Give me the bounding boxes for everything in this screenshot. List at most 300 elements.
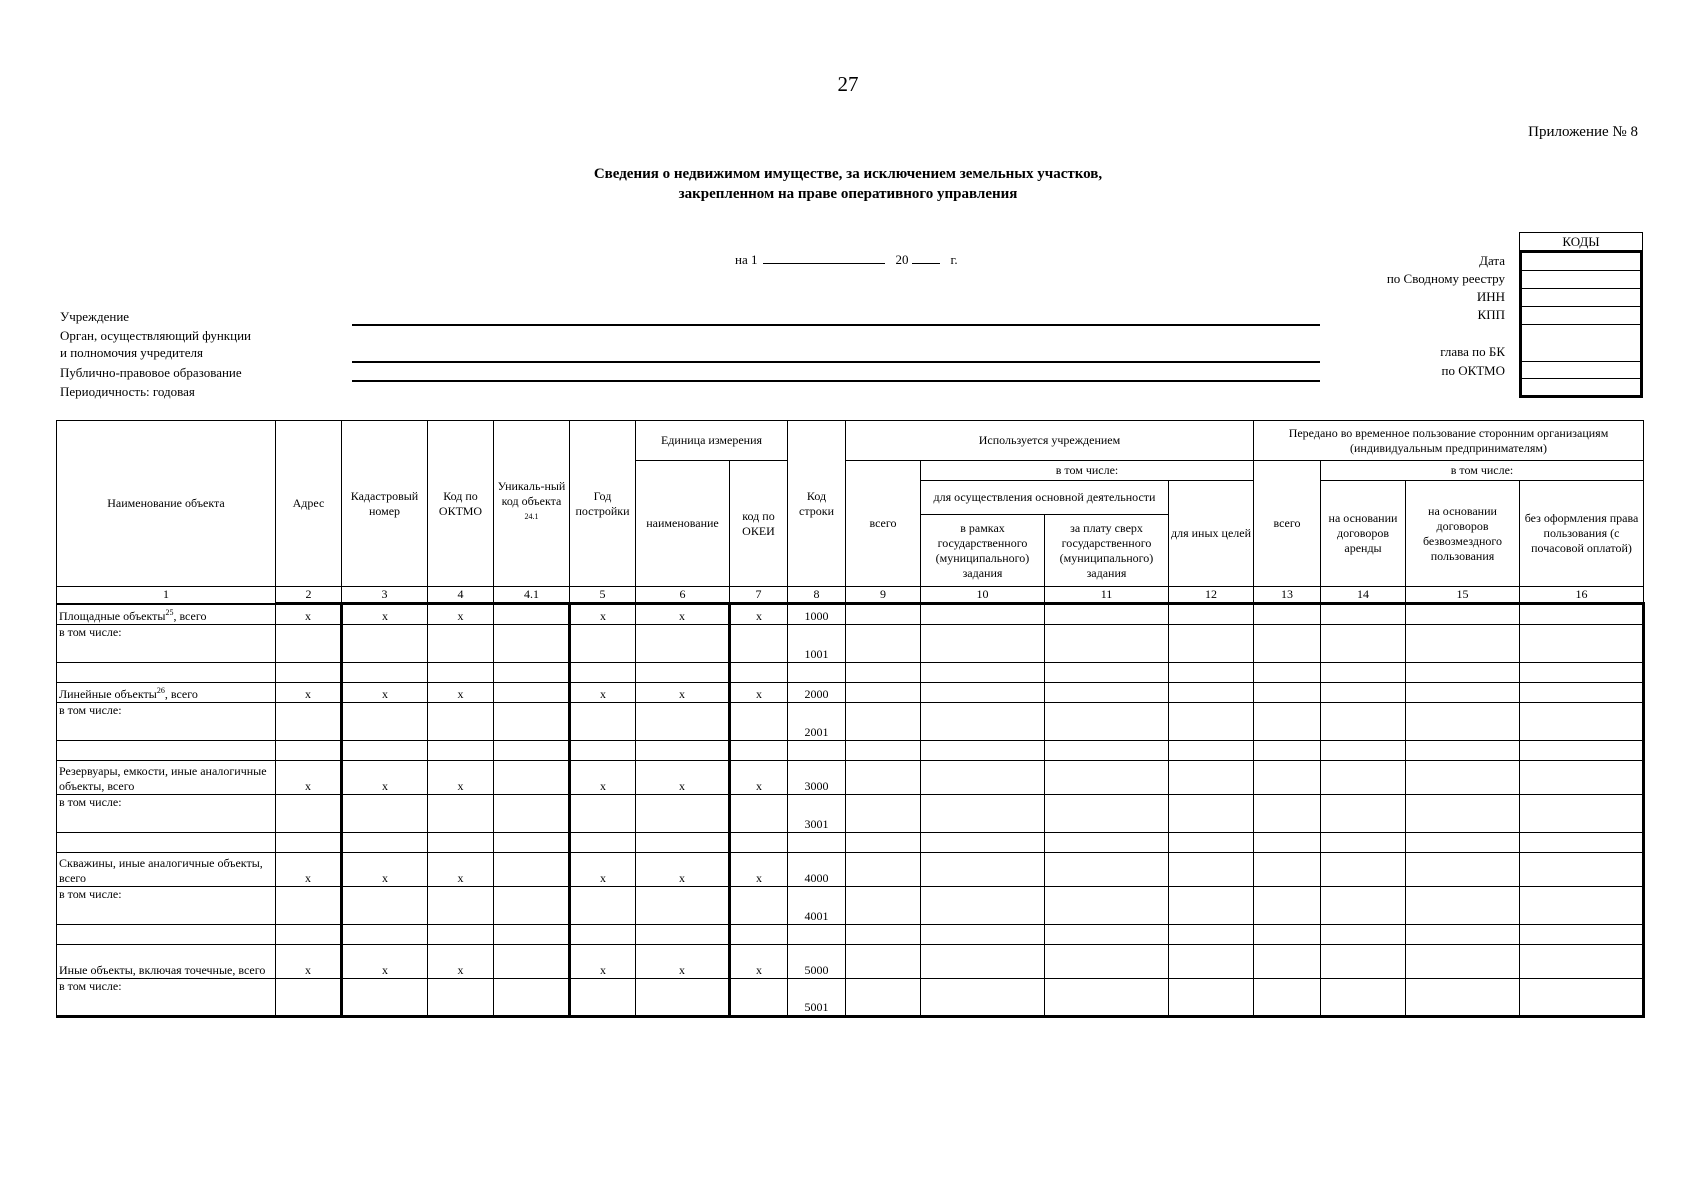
cell-value[interactable] (1169, 886, 1254, 924)
cell-oktmo[interactable] (428, 702, 494, 740)
cell-value[interactable] (921, 604, 1045, 625)
cell-address[interactable] (276, 702, 342, 740)
cell-blank[interactable] (1254, 662, 1321, 682)
codes-cells (1519, 250, 1643, 398)
cell-cadastral-x: x (342, 604, 428, 625)
cell-value[interactable] (1045, 624, 1169, 662)
section-name-suffix: , всего (164, 686, 198, 701)
cell-address-x: x (276, 852, 342, 886)
section-name-suffix: , всего (173, 608, 207, 623)
cell-address[interactable] (276, 624, 342, 662)
cell-unit-name[interactable] (636, 794, 730, 832)
column-number: 9 (846, 587, 921, 604)
cell-value[interactable] (1254, 944, 1321, 978)
cell-blank[interactable] (570, 662, 636, 682)
section-total-row (57, 852, 1644, 886)
column-number: 16 (1520, 587, 1644, 604)
cell-value[interactable] (1406, 794, 1520, 832)
cell-blank[interactable] (788, 924, 846, 944)
cell-blank[interactable] (921, 740, 1045, 760)
cell-value[interactable] (1520, 682, 1644, 702)
cell-value[interactable] (1321, 852, 1406, 886)
code-cell-extra[interactable] (1522, 379, 1640, 395)
cell-unique-code[interactable] (494, 604, 570, 625)
cell-value[interactable] (1520, 944, 1644, 978)
cell-value[interactable] (921, 794, 1045, 832)
cell-unit-okei[interactable] (730, 794, 788, 832)
cell-cadastral-x: x (342, 682, 428, 702)
cell-blank[interactable] (921, 662, 1045, 682)
section-name (57, 944, 276, 978)
column-number: 4.1 (494, 587, 570, 604)
section-sub-row (57, 978, 1644, 1016)
sub-label: в том числе: (57, 886, 276, 924)
cell-value[interactable] (1520, 760, 1644, 794)
cell-blank[interactable] (788, 832, 846, 852)
cell-address[interactable] (276, 886, 342, 924)
cell-blank[interactable] (1169, 662, 1254, 682)
cell-blank[interactable] (570, 740, 636, 760)
sub-label: в том числе: (57, 794, 276, 832)
cell-value[interactable] (1321, 624, 1406, 662)
cell-value[interactable] (1169, 794, 1254, 832)
cell-blank[interactable] (1045, 662, 1169, 682)
cell-value[interactable] (921, 944, 1045, 978)
cell-blank[interactable] (636, 924, 730, 944)
header-other-purposes: для иных целей (1169, 481, 1254, 587)
cell-year[interactable] (570, 794, 636, 832)
header-address: Адрес (276, 421, 342, 587)
cell-value[interactable] (1520, 624, 1644, 662)
section-sub-row (57, 886, 1644, 924)
cell-cadastral[interactable] (342, 702, 428, 740)
cell-value[interactable] (846, 604, 921, 625)
cell-value[interactable] (1169, 702, 1254, 740)
cell-blank[interactable] (276, 740, 342, 760)
cell-blank[interactable] (1045, 924, 1169, 944)
cell-blank[interactable] (846, 832, 921, 852)
cell-oktmo-x: x (428, 944, 494, 978)
cell-blank[interactable] (1321, 740, 1406, 760)
section-sub-row (57, 702, 1644, 740)
cell-value[interactable] (1169, 944, 1254, 978)
cell-blank[interactable] (428, 662, 494, 682)
cell-blank[interactable] (57, 832, 276, 852)
column-number: 11 (1045, 587, 1169, 604)
cell-unit-name[interactable] (636, 624, 730, 662)
section-total-row (57, 604, 1644, 625)
cell-unit-okei[interactable] (730, 978, 788, 1016)
unique-code-footnote: 24.1 (524, 512, 539, 521)
cell-unique-code[interactable] (494, 624, 570, 662)
cell-unique-code[interactable] (494, 760, 570, 794)
cell-value[interactable] (1169, 624, 1254, 662)
date-year-prefix: 20 (895, 252, 909, 267)
cell-value[interactable] (1254, 978, 1321, 1016)
section-name-text: Площадные объекты (59, 608, 166, 623)
cell-value[interactable] (1520, 794, 1644, 832)
header-main-activity: для осуществления основной деятельности (921, 481, 1169, 515)
founder-label-line-1: Орган, осуществляющий функции (60, 328, 251, 343)
cell-value[interactable] (1520, 978, 1644, 1016)
cell-blank[interactable] (1321, 832, 1406, 852)
cell-value[interactable] (1169, 978, 1254, 1016)
cell-value[interactable] (846, 702, 921, 740)
column-number: 14 (1321, 587, 1406, 604)
cell-blank[interactable] (342, 740, 428, 760)
institution-fill-line[interactable] (352, 324, 1320, 326)
cell-unit-name[interactable] (636, 886, 730, 924)
cell-blank[interactable] (1254, 832, 1321, 852)
cell-unit-okei-x: x (730, 944, 788, 978)
public-entity-label: Публично-правовое образование (60, 365, 242, 380)
column-number: 5 (570, 587, 636, 604)
column-number: 4 (428, 587, 494, 604)
cell-value[interactable] (1520, 852, 1644, 886)
cell-blank[interactable] (730, 924, 788, 944)
cell-value[interactable] (1045, 604, 1169, 625)
cell-value[interactable] (846, 624, 921, 662)
cell-blank[interactable] (570, 832, 636, 852)
cell-unit-name-x: x (636, 604, 730, 625)
cell-value[interactable] (921, 978, 1045, 1016)
founder-fill-line[interactable] (352, 361, 1320, 363)
cell-value[interactable] (1045, 794, 1169, 832)
cell-blank[interactable] (1321, 924, 1406, 944)
cell-value[interactable] (1254, 794, 1321, 832)
cell-value[interactable] (1520, 886, 1644, 924)
section-sub-row (57, 794, 1644, 832)
header-transferred-including: в том числе: (1321, 461, 1644, 481)
cell-value[interactable] (1321, 794, 1406, 832)
cell-blank[interactable] (428, 924, 494, 944)
cell-value[interactable] (846, 944, 921, 978)
cell-value[interactable] (1321, 978, 1406, 1016)
cell-blank[interactable] (636, 832, 730, 852)
header-oktmo-code: Код по ОКТМО (428, 421, 494, 587)
section-footnote: 25 (165, 607, 174, 617)
cell-value[interactable] (1406, 702, 1520, 740)
section-name (57, 760, 276, 794)
cell-line-code: 5000 (788, 944, 846, 978)
cell-value[interactable] (1406, 760, 1520, 794)
cell-blank[interactable] (730, 740, 788, 760)
date-prefix: на 1 (735, 252, 758, 267)
cell-blank[interactable] (788, 740, 846, 760)
cell-sub-line-code: 2001 (788, 702, 846, 740)
cell-unique-code[interactable] (494, 852, 570, 886)
cell-value[interactable] (1045, 760, 1169, 794)
cell-blank[interactable] (1169, 740, 1254, 760)
cell-value[interactable] (1045, 886, 1169, 924)
sub-label: в том числе: (57, 702, 276, 740)
cell-blank[interactable] (342, 662, 428, 682)
date-code-label: Дата (1479, 253, 1505, 268)
bk-code-label: глава по БК (1440, 344, 1505, 359)
header-unit-name: наименование (636, 461, 730, 587)
cell-value[interactable] (921, 624, 1045, 662)
cell-value[interactable] (1321, 944, 1406, 978)
cell-year[interactable] (570, 624, 636, 662)
cell-unique-code[interactable] (494, 702, 570, 740)
cell-unit-okei[interactable] (730, 624, 788, 662)
cell-year[interactable] (570, 702, 636, 740)
cell-value[interactable] (1254, 702, 1321, 740)
cell-blank[interactable] (1520, 662, 1644, 682)
sub-label: в том числе: (57, 624, 276, 662)
cell-unique-code[interactable] (494, 794, 570, 832)
public-entity-fill-line[interactable] (352, 380, 1320, 382)
code-cell-bk[interactable] (1522, 325, 1640, 362)
cell-blank[interactable] (846, 662, 921, 682)
cell-unique-code[interactable] (494, 682, 570, 702)
cell-cadastral[interactable] (342, 978, 428, 1016)
cell-blank[interactable] (1169, 832, 1254, 852)
header-cadastral: Кадастровый номер (342, 421, 428, 587)
header-unique-code (494, 421, 570, 587)
cell-value[interactable] (1169, 604, 1254, 625)
cell-value[interactable] (1045, 852, 1169, 886)
cell-oktmo[interactable] (428, 886, 494, 924)
cell-unit-okei-x: x (730, 852, 788, 886)
cell-value[interactable] (1406, 624, 1520, 662)
cell-blank[interactable] (636, 662, 730, 682)
cell-value[interactable] (1321, 682, 1406, 702)
cell-address[interactable] (276, 794, 342, 832)
cell-value[interactable] (1406, 682, 1520, 702)
cell-value[interactable] (1254, 682, 1321, 702)
cell-year-x: x (570, 604, 636, 625)
cell-unique-code[interactable] (494, 944, 570, 978)
cell-value[interactable] (1321, 702, 1406, 740)
cell-value[interactable] (1254, 604, 1321, 625)
cell-blank[interactable] (1406, 924, 1520, 944)
code-cell-inn[interactable] (1522, 289, 1640, 307)
cell-sub-line-code: 3001 (788, 794, 846, 832)
cell-value[interactable] (921, 886, 1045, 924)
cell-oktmo-x: x (428, 852, 494, 886)
registry-code-label: по Сводному реестру (1386, 271, 1505, 286)
cell-cadastral[interactable] (342, 886, 428, 924)
cell-value[interactable] (846, 682, 921, 702)
cell-value[interactable] (1254, 886, 1321, 924)
date-day-month-blank[interactable] (763, 251, 885, 264)
cell-cadastral[interactable] (342, 624, 428, 662)
header-unique-code-text: Уникаль-ный код объекта (497, 479, 566, 508)
cell-value[interactable] (846, 852, 921, 886)
header-used-including: в том числе: (921, 461, 1254, 481)
column-number: 1 (57, 587, 276, 604)
cell-value[interactable] (921, 852, 1045, 886)
cell-blank[interactable] (494, 924, 570, 944)
cell-blank[interactable] (494, 740, 570, 760)
cell-blank[interactable] (730, 662, 788, 682)
cell-oktmo[interactable] (428, 978, 494, 1016)
cell-unit-okei[interactable] (730, 702, 788, 740)
cell-blank[interactable] (1169, 924, 1254, 944)
cell-blank[interactable] (570, 924, 636, 944)
cell-value[interactable] (1169, 682, 1254, 702)
section-sub-row (57, 624, 1644, 662)
cell-blank[interactable] (1406, 740, 1520, 760)
cell-blank[interactable] (428, 832, 494, 852)
cell-value[interactable] (1045, 944, 1169, 978)
cell-blank[interactable] (846, 924, 921, 944)
cell-value[interactable] (1254, 760, 1321, 794)
header-no-contract: без оформления права пользования (с почасовой оплатой) (1520, 481, 1644, 587)
cell-oktmo[interactable] (428, 624, 494, 662)
header-object-name: Наименование объекта (57, 421, 276, 587)
cell-year[interactable] (570, 978, 636, 1016)
cell-value[interactable] (921, 682, 1045, 702)
cell-blank[interactable] (276, 832, 342, 852)
cell-blank[interactable] (1406, 662, 1520, 682)
cell-value[interactable] (1406, 886, 1520, 924)
cell-value[interactable] (1254, 852, 1321, 886)
cell-sub-line-code: 1001 (788, 624, 846, 662)
section-name-text: Резервуары, емкости, иные аналогичные объекты, всего (59, 763, 267, 793)
cell-blank[interactable] (494, 662, 570, 682)
cell-value[interactable] (1406, 604, 1520, 625)
cell-value[interactable] (1254, 624, 1321, 662)
cell-blank[interactable] (276, 924, 342, 944)
cell-year-x: x (570, 852, 636, 886)
cell-blank[interactable] (1321, 662, 1406, 682)
cell-year[interactable] (570, 886, 636, 924)
cell-blank[interactable] (1406, 832, 1520, 852)
founder-label-line-2: и полномочия учредителя (60, 345, 203, 360)
section-name-text: Иные объекты, включая точечные, всего (59, 962, 266, 977)
header-transferred-total: всего (1254, 461, 1321, 587)
cell-blank[interactable] (921, 924, 1045, 944)
cell-line-code: 4000 (788, 852, 846, 886)
cell-value[interactable] (1321, 886, 1406, 924)
cell-blank[interactable] (730, 832, 788, 852)
cell-unique-code[interactable] (494, 886, 570, 924)
section-total-row (57, 682, 1644, 702)
cell-blank[interactable] (1254, 740, 1321, 760)
cell-blank[interactable] (57, 740, 276, 760)
cell-blank[interactable] (1045, 832, 1169, 852)
code-cell-kpp[interactable] (1522, 307, 1640, 325)
cell-blank[interactable] (342, 832, 428, 852)
cell-blank[interactable] (1520, 924, 1644, 944)
cell-value[interactable] (1406, 944, 1520, 978)
inn-code-label: ИНН (1476, 289, 1505, 304)
header-state-task: в рамках государственного (муниципального) задания (921, 515, 1045, 587)
section-footnote: 26 (156, 685, 165, 695)
column-number: 15 (1406, 587, 1520, 604)
cell-blank[interactable] (1045, 740, 1169, 760)
cell-value[interactable] (1406, 978, 1520, 1016)
cell-value[interactable] (1045, 702, 1169, 740)
cell-blank[interactable] (494, 832, 570, 852)
cell-cadastral[interactable] (342, 794, 428, 832)
cell-blank[interactable] (57, 924, 276, 944)
cell-value[interactable] (1045, 978, 1169, 1016)
code-cell-oktmo[interactable] (1522, 362, 1640, 379)
cell-value[interactable] (846, 760, 921, 794)
cell-unit-name-x: x (636, 760, 730, 794)
cell-blank[interactable] (276, 662, 342, 682)
cell-unit-okei[interactable] (730, 886, 788, 924)
cell-blank[interactable] (1254, 924, 1321, 944)
header-free-use: на основании договоров безвозмездного пользования (1406, 481, 1520, 587)
cell-blank[interactable] (342, 924, 428, 944)
cell-unit-name[interactable] (636, 978, 730, 1016)
cell-oktmo[interactable] (428, 794, 494, 832)
code-cell-registry[interactable] (1522, 271, 1640, 289)
column-numbers-row (57, 587, 1644, 604)
cell-value[interactable] (846, 886, 921, 924)
periodicity-label: Периодичность: годовая (60, 384, 195, 399)
cell-unit-name-x: x (636, 944, 730, 978)
cell-year-x: x (570, 760, 636, 794)
cell-cadastral-x: x (342, 760, 428, 794)
sections-body (57, 604, 1644, 1017)
cell-unit-name[interactable] (636, 702, 730, 740)
header-unit: Единица измерения (636, 421, 788, 461)
section-name-text: Скважины, иные аналогичные объекты, всего (59, 855, 263, 885)
cell-value[interactable] (1321, 604, 1406, 625)
cell-value[interactable] (921, 702, 1045, 740)
cell-unit-okei-x: x (730, 604, 788, 625)
cell-value[interactable] (1169, 760, 1254, 794)
cell-value[interactable] (846, 978, 921, 1016)
cell-blank[interactable] (636, 740, 730, 760)
cell-unit-name-x: x (636, 682, 730, 702)
column-number: 3 (342, 587, 428, 604)
cell-blank[interactable] (57, 662, 276, 682)
cell-blank[interactable] (846, 740, 921, 760)
date-year-blank[interactable] (912, 251, 940, 264)
page-number: 27 (837, 72, 859, 96)
cell-value[interactable] (921, 760, 1045, 794)
cell-address-x: x (276, 760, 342, 794)
header-transferred: Передано во временное пользование сторонним организациям (индивидуальным предпринимателям) (1254, 421, 1644, 461)
header-line-code: Код строки (788, 421, 846, 587)
code-cell-date[interactable] (1522, 253, 1640, 271)
cell-blank[interactable] (1520, 832, 1644, 852)
section-blank-row (57, 740, 1644, 760)
cell-blank[interactable] (788, 662, 846, 682)
cell-address-x: x (276, 604, 342, 625)
cell-address[interactable] (276, 978, 342, 1016)
cell-value[interactable] (1045, 682, 1169, 702)
header-used-by: Используется учреждением (846, 421, 1254, 461)
header-used-total: всего (846, 461, 921, 587)
cell-value[interactable] (846, 794, 921, 832)
cell-blank[interactable] (1520, 740, 1644, 760)
cell-value[interactable] (1169, 852, 1254, 886)
section-blank-row (57, 832, 1644, 852)
cell-value[interactable] (1520, 604, 1644, 625)
cell-line-code: 1000 (788, 604, 846, 625)
header-year: Год постройки (570, 421, 636, 587)
section-total-row (57, 944, 1644, 978)
section-blank-row (57, 924, 1644, 944)
cell-blank[interactable] (921, 832, 1045, 852)
cell-value[interactable] (1520, 702, 1644, 740)
cell-value[interactable] (1321, 760, 1406, 794)
cell-value[interactable] (1406, 852, 1520, 886)
property-table (56, 420, 1645, 1018)
cell-blank[interactable] (428, 740, 494, 760)
cell-address-x: x (276, 944, 342, 978)
cell-cadastral-x: x (342, 944, 428, 978)
cell-unique-code[interactable] (494, 978, 570, 1016)
cell-unit-okei-x: x (730, 760, 788, 794)
